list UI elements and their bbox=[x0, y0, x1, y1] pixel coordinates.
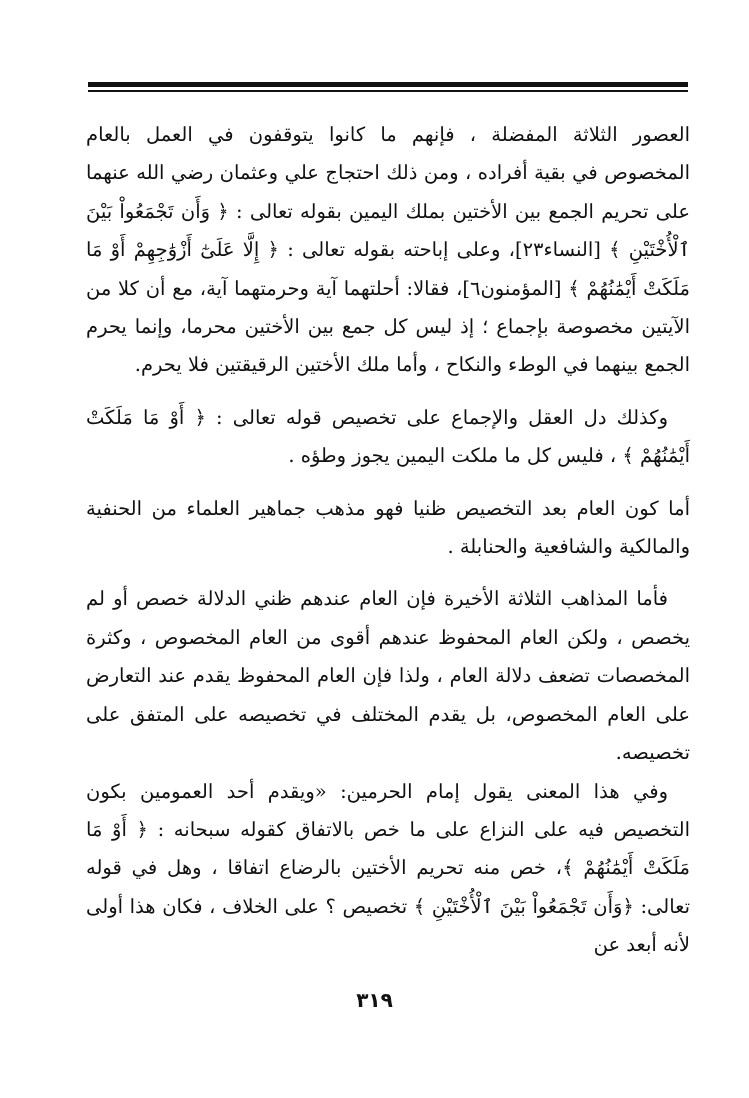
paragraph-2: وكذلك دل العقل والإجماع على تخصيص قوله تعالى : ﴿ أَوْ مَا مَلَكَتْ أَيْمَٰنُهُمْ ﴾ ، فليس كل ما ملكت اليمين يجوز وطؤه . bbox=[86, 405, 690, 468]
body-text bbox=[86, 116, 690, 965]
paragraph-1: العصور الثلاثة المفضلة ، فإنهم ما كانوا يتوقفون في العمل بالعام المخصوص في بقية أفراده ، ومن ذلك احتجاج علي وعثمان رضي الله عنهما على تحريم الجمع بين الأختين بملك اليمين بقوله تعالى : ﴿ وَأَن تَجْمَعُواْ بَيْنَ ٱلْأُخْتَيْنِ ﴾ [النساء٢٣]، وعلى إباحته بقوله تعالى : ﴿ إِلَّا عَلَىٰٓ أَزْوَٰجِهِمْ أَوْ مَا مَلَكَتْ أَيْمَٰنُهُمْ ﴾ [المؤمنون٦]، فقالا: أحلتهما آية وحرمتهما آية، مع أن كلا من الآيتين مخصوصة بإجماع ؛ إذ ليس كل جمع بين الأختين محرما، وإنما يحرم الجمع بينهما في الوطء والنكاح ، وأما ملك الأختين الرقيقتين فلا يحرم. bbox=[86, 123, 690, 377]
header-rule-thin bbox=[88, 90, 688, 92]
paragraph-4: فأما المذاهب الثلاثة الأخيرة فإن العام عندهم ظني الدلالة خصص أو لم يخصص ، ولكن العام المحفوظ عندهم أقوى من العام المخصوص ، وكثرة المخصصات تضعف دلالة العام ، ولذا فإن العام المحفوظ يقدم عند التعارض على العام المخصوص، بل يقدم المختلف في تخصيصه على المتفق على تخصيصه. bbox=[86, 587, 690, 765]
paragraph-5: وفي هذا المعنى يقول إمام الحرمين: «ويقدم أحد العمومين بكون التخصيص فيه على النزاع على ما خص بالاتفاق كقوله سبحانه : ﴿ أَوْ مَا مَلَكَتْ أَيْمَٰنُهُمْ ﴾، خص منه تحريم الأختين بالرضاع اتفاقا ، وهل في قوله تعالى: ﴿وَأَن تَجْمَعُواْ بَيْنَ ٱلْأُخْتَيْنِ ﴾ تخصيص ؟ على الخلاف ، فكان هذا أولى لأنه أبعد عن bbox=[86, 779, 690, 957]
paragraph-3: أما كون العام بعد التخصيص ظنيا فهو مذهب جماهير العلماء من الحنفية والمالكية والشافعية والحنابلة . bbox=[86, 496, 690, 559]
page-number: ٣١٩ bbox=[356, 988, 393, 1012]
header-rule-thick bbox=[88, 82, 688, 87]
